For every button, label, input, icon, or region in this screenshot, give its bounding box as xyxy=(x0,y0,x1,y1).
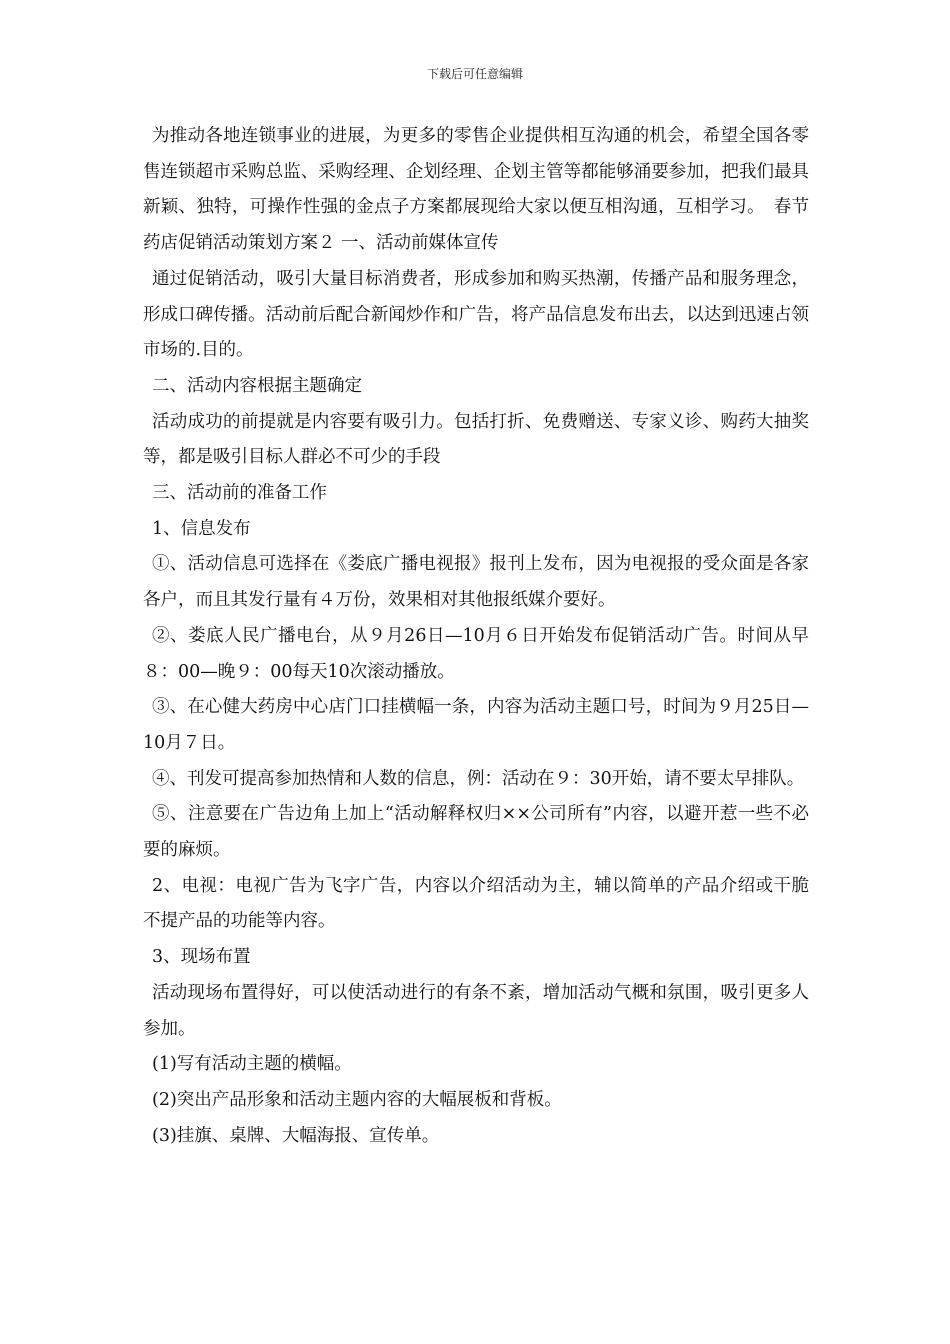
section-heading-preparation: 三、活动前的准备工作 xyxy=(152,483,327,504)
page-header-note: 下载后可任意编辑 xyxy=(426,67,523,81)
list-item-disclaimer: ⑤、注意要在广告边角上加上“活动解释权归××公司所有”内容，以避开惹一些不必要的麻烦。 xyxy=(143,804,809,861)
paragraph-site-layout: 活动现场布置得好，可以使活动进行的有条不紊，增加活动气概和氛围，吸引更多人参加。 xyxy=(143,982,809,1039)
list-item-display-board: (2)突出产品形象和活动主题内容的大幅展板和背板。 xyxy=(152,1089,562,1110)
document-body xyxy=(143,119,809,1154)
list-item-radio: ②、娄底人民广播电台，从９月26日—10月６日开始发布促销活动广告。时间从早８：00—晚９：00每天10次滚动播放。 xyxy=(143,625,809,682)
list-item-participation-info: ④、刊发可提高参加热情和人数的信息，例：活动在９：30开始，请不要太早排队。 xyxy=(152,768,805,789)
list-item-banner: ③、在心健大药房中心店门口挂横幅一条，内容为活动主题口号，时间为９月25日—10月７日。 xyxy=(143,697,809,753)
list-item-theme-banner: (1)写有活动主题的横幅。 xyxy=(152,1054,352,1075)
subheading-television: 2、电视：电视广告为飞字广告，内容以介绍活动为主，辅以简单的产品介绍或干脆不提产品的功能等内容。 xyxy=(143,875,809,932)
paragraph-intro: 为推动各地连锁事业的进展，为更多的零售企业提供相互沟通的机会，希望全国各零售连锁超市采购总监、采购经理、企划经理、企划主管等都能够涌要参加，把我们最具新颖、独特，可操作性强的金点子方案都展现给大家以便互相沟通，互相学习。 春节药店促销活动策划方案２ 一、活动前媒体宣传 xyxy=(143,126,809,254)
section-heading-content: 二、活动内容根据主题确定 xyxy=(152,375,362,396)
subheading-site-layout: 3、现场布置 xyxy=(152,947,251,968)
paragraph-content-attraction: 活动成功的前提就是内容要有吸引力。包括打折、免费赠送、专家义诊、购药大抽奖等，都是吸引目标人群必不可少的手段 xyxy=(143,411,809,468)
list-item-flags-posters: (3)挂旗、桌牌、大幅海报、宣传单。 xyxy=(152,1125,440,1146)
subheading-info-release: 1、信息发布 xyxy=(152,518,251,539)
list-item-newspaper: ①、活动信息可选择在《娄底广播电视报》报刊上发布，因为电视报的受众面是各家各户，而且其发行量有４万份，效果相对其他报纸媒介要好。 xyxy=(143,554,809,611)
paragraph-media-promotion: 通过促销活动，吸引大量目标消费者，形成参加和购买热潮，传播产品和服务理念，形成口碑传播。活动前后配合新闻炒作和广告，将产品信息发布出去，以达到迅速占领市场的.目的。 xyxy=(143,268,809,361)
